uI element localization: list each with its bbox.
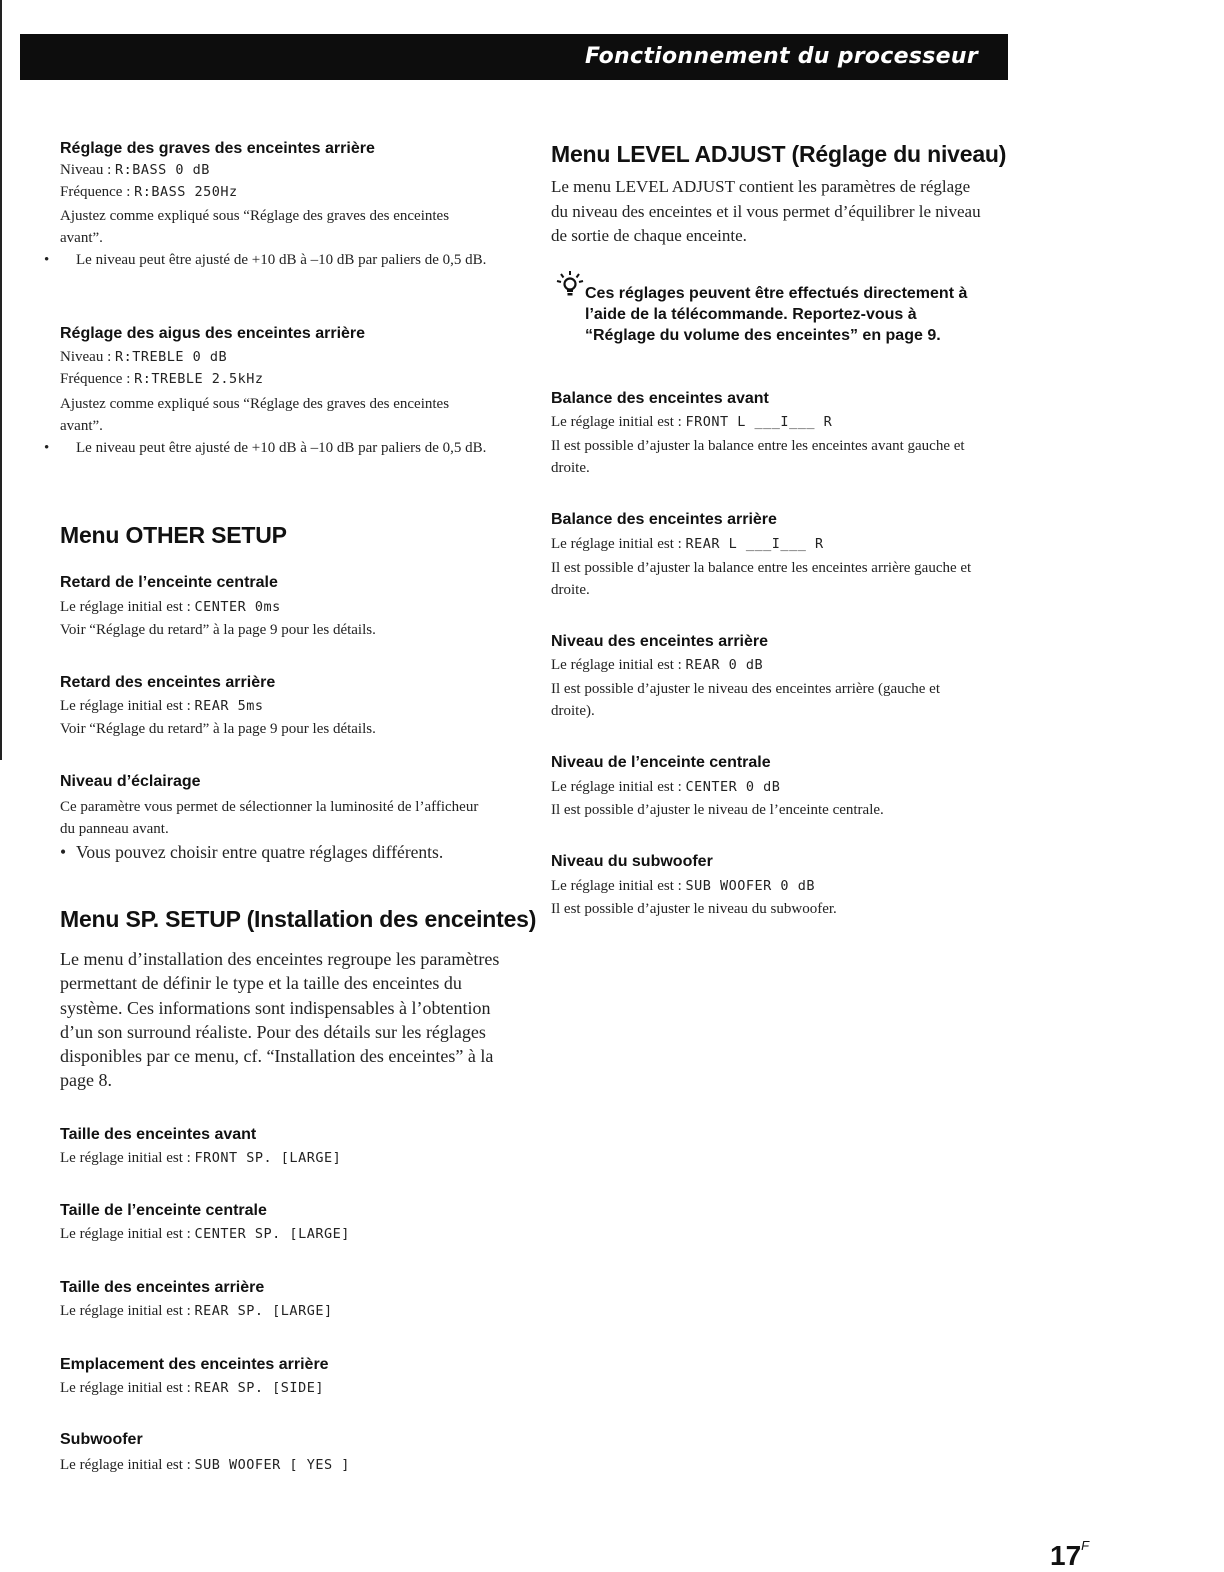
subwoofer-initial-label: Le réglage initial est : xyxy=(60,1457,195,1473)
section-header-bar xyxy=(20,34,1008,80)
front-size-initial xyxy=(60,1148,341,1169)
rear-treble-freq-value: R:TREBLE 2.5kHz xyxy=(134,371,264,387)
lightbulb-tip-icon xyxy=(555,270,585,300)
bullet-dot: • xyxy=(44,440,50,456)
rear-size-initial xyxy=(60,1301,333,1322)
center-level-heading: Niveau de l’enceinte centrale xyxy=(551,754,771,771)
rear-level-initial xyxy=(551,655,763,676)
center-delay-text: Voir “Réglage du retard” à la page 9 pour les détails. xyxy=(60,622,376,638)
dimmer-bullet-text: Vous pouvez choisir entre quatre réglages différents. xyxy=(76,842,444,862)
center-size-initial xyxy=(60,1224,350,1245)
rear-balance-initial-label: Le réglage initial est : xyxy=(551,536,686,552)
front-balance-text: Il est possible d’ajuster la balance entre les enceintes avant gauche et droite. xyxy=(551,438,965,476)
rear-bass-level-label: Niveau : xyxy=(60,162,115,178)
sub-level-initial-label: Le réglage initial est : xyxy=(551,878,686,894)
center-size-heading: Taille de l’enceinte centrale xyxy=(60,1202,267,1219)
rear-bass-bullet xyxy=(44,249,506,271)
front-balance-initial xyxy=(551,412,832,433)
rear-position-initial-label: Le réglage initial est : xyxy=(60,1380,195,1396)
rear-treble-level-value: R:TREBLE 0 dB xyxy=(114,349,228,365)
rear-level-heading: Niveau des enceintes arrière xyxy=(551,633,769,650)
center-level-initial xyxy=(551,777,780,798)
level-adjust-intro: Le menu LEVEL ADJUST contient les paramètres de réglage du niveau des enceintes et il vous permet d’équilibrer le niveau de sortie de chaque enceinte. xyxy=(551,177,981,245)
rear-bass-bullet-text: Le niveau peut être ajusté de +10 dB à –10 dB par paliers de 0,5 dB. xyxy=(76,252,487,268)
rear-bass-freq-label: Fréquence : xyxy=(60,184,135,200)
center-size-initial-label: Le réglage initial est : xyxy=(60,1226,195,1242)
front-size-initial-value: FRONT SP. [LARGE] xyxy=(194,1150,342,1166)
rear-balance-initial-value: REAR L ___I___ R xyxy=(685,536,824,552)
rear-treble-heading: Réglage des aigus des enceintes arrière xyxy=(60,325,366,342)
rear-level-text: Il est possible d’ajuster le niveau des enceintes arrière (gauche et droite). xyxy=(551,681,940,719)
rear-balance-text: Il est possible d’ajuster la balance entre les enceintes arrière gauche et droite. xyxy=(551,560,972,598)
other-setup-heading: Menu OTHER SETUP xyxy=(60,522,287,548)
center-level-initial-value: CENTER 0 dB xyxy=(685,779,781,795)
dimmer-bullet xyxy=(60,841,443,864)
center-delay-initial-label: Le réglage initial est : xyxy=(60,599,195,615)
rear-treble-bullet-text: Le niveau peut être ajusté de +10 dB à –10 dB par paliers de 0,5 dB. xyxy=(76,440,487,456)
rear-delay-initial-label: Le réglage initial est : xyxy=(60,698,195,714)
rear-treble-freq-label: Fréquence : xyxy=(60,371,135,387)
rear-bass-level xyxy=(60,160,210,181)
subwoofer-initial-value: SUB WOOFER [ YES ] xyxy=(194,1457,350,1473)
sub-level-heading: Niveau du subwoofer xyxy=(551,853,713,870)
sub-level-text: Il est possible d’ajuster le niveau du subwoofer. xyxy=(551,901,837,917)
page-number-value: 17 xyxy=(1050,1540,1082,1571)
rear-bass-level-value: R:BASS 0 dB xyxy=(114,162,210,178)
front-balance-initial-label: Le réglage initial est : xyxy=(551,414,686,430)
bullet-dot: • xyxy=(44,252,50,268)
rear-treble-level-label: Niveau : xyxy=(60,349,115,365)
rear-delay-initial-value: REAR 5ms xyxy=(194,698,264,714)
front-balance-heading: Balance des enceintes avant xyxy=(551,390,769,407)
center-level-text: Il est possible d’ajuster le niveau de l’enceinte centrale. xyxy=(551,802,884,818)
rear-bass-freq xyxy=(60,182,238,203)
rear-position-heading: Emplacement des enceintes arrière xyxy=(60,1356,329,1373)
rear-delay-initial xyxy=(60,696,264,717)
center-delay-heading: Retard de l’enceinte centrale xyxy=(60,574,278,591)
rear-delay-heading: Retard des enceintes arrière xyxy=(60,674,276,691)
rear-size-initial-label: Le réglage initial est : xyxy=(60,1303,195,1319)
sp-setup-intro: Le menu d’installation des enceintes regroupe les paramètres permettant de définir le type et la taille des enceintes du système. Ces informations sont indispensables à l’obtention d’un son surround réaliste. Pour des détails sur les réglages disponibles par ce menu, cf. “Installation des enceintes” à la page 8. xyxy=(60,949,500,1091)
rear-level-initial-value: REAR 0 dB xyxy=(685,657,764,673)
center-size-initial-value: CENTER SP. [LARGE] xyxy=(194,1226,350,1242)
dimmer-heading: Niveau d’éclairage xyxy=(60,773,201,790)
sub-level-initial-value: SUB WOOFER 0 dB xyxy=(685,878,815,894)
front-size-heading: Taille des enceintes avant xyxy=(60,1126,257,1143)
level-adjust-tip: Ces réglages peuvent être effectués directement à l’aide de la télécommande. Reportez-vous à “Réglage du volume des enceintes” en page 9. xyxy=(585,285,968,344)
dimmer-text: Ce paramètre vous permet de sélectionner la luminosité de l’afficheur du panneau avant. xyxy=(60,799,479,837)
rear-treble-level xyxy=(60,347,227,368)
center-level-initial-label: Le réglage initial est : xyxy=(551,779,686,795)
rear-treble-bullet xyxy=(44,437,506,459)
rear-bass-freq-value: R:BASS 250Hz xyxy=(134,184,238,200)
rear-size-heading: Taille des enceintes arrière xyxy=(60,1279,265,1296)
rear-position-initial xyxy=(60,1378,324,1399)
front-balance-initial-value: FRONT L ___I___ R xyxy=(685,414,833,430)
level-adjust-heading: Menu LEVEL ADJUST (Réglage du niveau) xyxy=(551,141,1007,167)
rear-level-initial-label: Le réglage initial est : xyxy=(551,657,686,673)
center-delay-initial-value: CENTER 0ms xyxy=(194,599,281,615)
rear-balance-heading: Balance des enceintes arrière xyxy=(551,511,777,528)
rear-size-initial-value: REAR SP. [LARGE] xyxy=(194,1303,333,1319)
rear-balance-initial xyxy=(551,534,824,555)
page-number-suffix: F xyxy=(1081,1538,1090,1553)
rear-treble-freq xyxy=(60,369,264,390)
page-edge-rule xyxy=(0,0,2,760)
rear-position-initial-value: REAR SP. [SIDE] xyxy=(194,1380,324,1396)
subwoofer-initial xyxy=(60,1455,350,1476)
section-header-title: Fonctionnement du processeur xyxy=(584,44,978,69)
rear-bass-heading: Réglage des graves des enceintes arrière xyxy=(60,140,375,157)
front-size-initial-label: Le réglage initial est : xyxy=(60,1150,195,1166)
rear-delay-text: Voir “Réglage du retard” à la page 9 pour les détails. xyxy=(60,721,376,737)
page-number xyxy=(1050,1540,1089,1572)
sp-setup-heading: Menu SP. SETUP (Installation des enceintes) xyxy=(60,906,537,932)
bullet-dot: • xyxy=(60,842,67,862)
rear-treble-text: Ajustez comme expliqué sous “Réglage des graves des enceintes avant”. xyxy=(60,396,450,434)
center-delay-initial xyxy=(60,597,281,618)
rear-bass-text: Ajustez comme expliqué sous “Réglage des graves des enceintes avant”. xyxy=(60,208,450,246)
sub-level-initial xyxy=(551,876,815,897)
subwoofer-heading: Subwoofer xyxy=(60,1431,143,1448)
